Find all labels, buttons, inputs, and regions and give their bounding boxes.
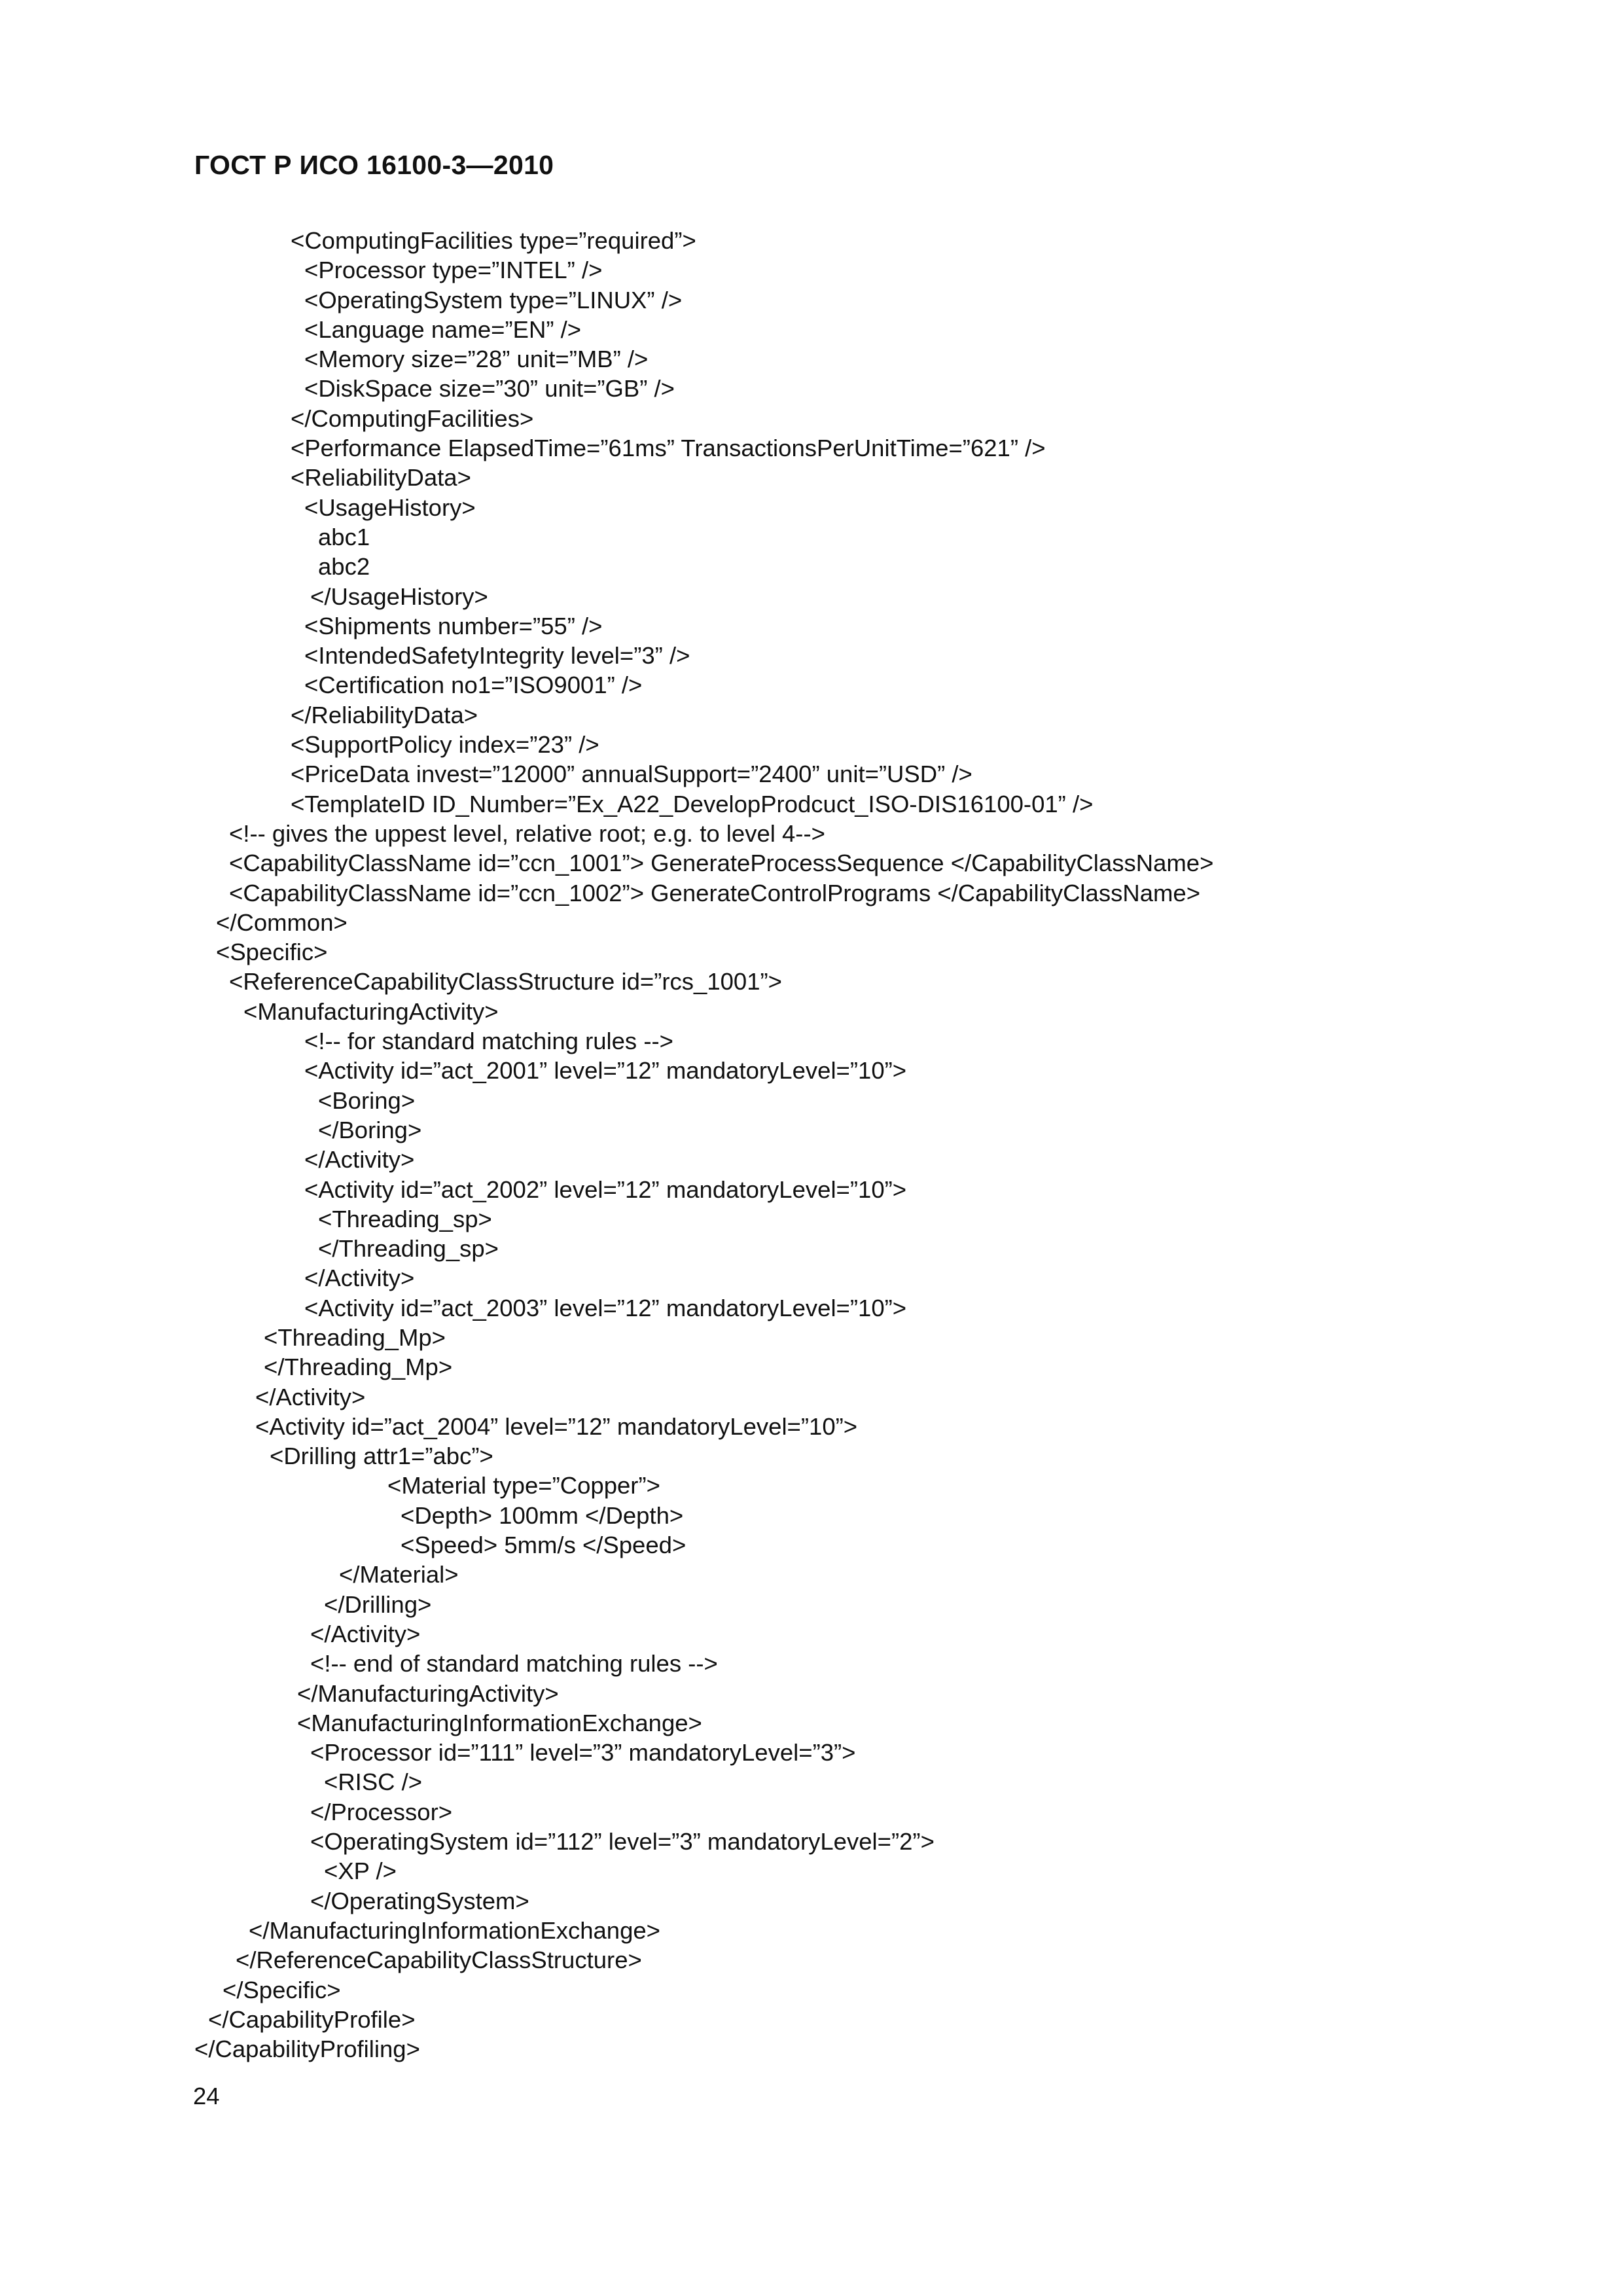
code-line: <!-- end of standard matching rules --> — [310, 1650, 718, 1677]
code-line: </Boring> — [318, 1116, 422, 1143]
document-header: ГОСТ Р ИСО 16100-3—2010 — [194, 150, 554, 180]
code-line: <Activity id=”act_2002” level=”12” mandatoryLevel=”10”> — [304, 1175, 907, 1203]
code-line: <ReliabilityData> — [291, 464, 471, 492]
code-line: <XP /> — [324, 1857, 397, 1885]
code-line: <Processor type=”INTEL” /> — [304, 257, 603, 284]
code-line: </Processor> — [310, 1798, 453, 1825]
code-line: </Threading_sp> — [318, 1235, 499, 1263]
code-line: <Activity id=”act_2004” level=”12” mandatoryLevel=”10”> — [255, 1412, 858, 1440]
code-line: <CapabilityClassName id=”ccn_1001”> GenerateProcessSequence </CapabilityClassName> — [229, 850, 1214, 877]
code-line: abc1 — [318, 523, 370, 550]
code-line: <ManufacturingActivity> — [243, 997, 499, 1025]
code-line: abc2 — [318, 553, 370, 581]
code-line: </ManufacturingActivity> — [297, 1679, 559, 1707]
code-line: </CapabilityProfiling> — [194, 2036, 420, 2063]
code-line: <!-- gives the uppest level, relative root; e.g. to level 4--> — [229, 819, 825, 847]
code-line: </UsageHistory> — [310, 583, 488, 610]
xml-listing — [0, 226, 1623, 2064]
code-line: <DiskSpace size=”30” unit=”GB” /> — [304, 375, 675, 403]
code-line: <IntendedSafetyIntegrity level=”3” /> — [304, 642, 690, 670]
code-line: </Activity> — [255, 1383, 366, 1410]
code-line: <!-- for standard matching rules --> — [304, 1028, 673, 1055]
code-line: <Activity id=”act_2001” level=”12” mandatoryLevel=”10”> — [304, 1057, 907, 1085]
code-line: <Shipments number=”55” /> — [304, 612, 603, 639]
code-line: </Activity> — [304, 1265, 415, 1292]
code-line: <TemplateID ID_Number=”Ex_A22_DevelopProdcuct_ISO-DIS16100-01” /> — [291, 790, 1094, 817]
code-line: <PriceData invest=”12000” annualSupport=”2400” unit=”USD” /> — [291, 761, 972, 788]
code-line: <OperatingSystem type=”LINUX” /> — [304, 286, 683, 314]
code-line: <Processor id=”111” level=”3” mandatoryLevel=”3”> — [310, 1739, 856, 1767]
code-line: </ManufacturingInformationExchange> — [249, 1916, 661, 1944]
code-line: <Material type=”Copper”> — [387, 1472, 660, 1499]
code-line: <CapabilityClassName id=”ccn_1002”> GenerateControlPrograms </CapabilityClassName> — [229, 879, 1201, 906]
code-line: <Language name=”EN” /> — [304, 315, 582, 343]
code-line: </CapabilityProfile> — [208, 2005, 416, 2033]
code-line: </Material> — [339, 1561, 459, 1588]
code-line: </Common> — [216, 908, 348, 936]
code-line: <ManufacturingInformationExchange> — [297, 1709, 702, 1736]
code-line: <SupportPolicy index=”23” /> — [291, 731, 599, 759]
code-line: <ReferenceCapabilityClassStructure id=”rcs_1001”> — [229, 968, 782, 996]
code-line: <Threading_Mp> — [264, 1323, 446, 1351]
code-line: </Threading_Mp> — [264, 1354, 453, 1381]
code-line: <Drilling attr1=”abc”> — [270, 1443, 493, 1470]
code-line: </Activity> — [304, 1146, 415, 1174]
code-line: </Activity> — [310, 1620, 421, 1647]
code-line: <Boring> — [318, 1086, 416, 1114]
code-line: </Specific> — [223, 1976, 341, 2003]
code-line: </ComputingFacilities> — [291, 404, 534, 432]
code-line: <Threading_sp> — [318, 1205, 492, 1232]
code-line: <Specific> — [216, 939, 328, 966]
code-line: <Memory size=”28” unit=”MB” /> — [304, 346, 649, 373]
code-line: </Drilling> — [324, 1590, 432, 1618]
code-line: <RISC /> — [324, 1768, 423, 1796]
page-number: 24 — [193, 2083, 220, 2109]
code-line: <ComputingFacilities type=”required”> — [291, 227, 696, 254]
code-line: <Speed> 5mm/s </Speed> — [401, 1532, 687, 1559]
code-line: <UsageHistory> — [304, 493, 476, 521]
code-line: <Activity id=”act_2003” level=”12” mandatoryLevel=”10”> — [304, 1294, 907, 1321]
code-line: </ReliabilityData> — [291, 701, 478, 728]
code-line: <Certification no1=”ISO9001” /> — [304, 672, 643, 699]
code-line: <Depth> 100mm </Depth> — [401, 1501, 684, 1529]
code-line: </OperatingSystem> — [310, 1887, 529, 1914]
code-line: <OperatingSystem id=”112” level=”3” mandatoryLevel=”2”> — [310, 1828, 935, 1856]
code-line: <Performance ElapsedTime=”61ms” TransactionsPerUnitTime=”621” /> — [291, 435, 1046, 462]
code-line: </ReferenceCapabilityClassStructure> — [236, 1946, 642, 1974]
